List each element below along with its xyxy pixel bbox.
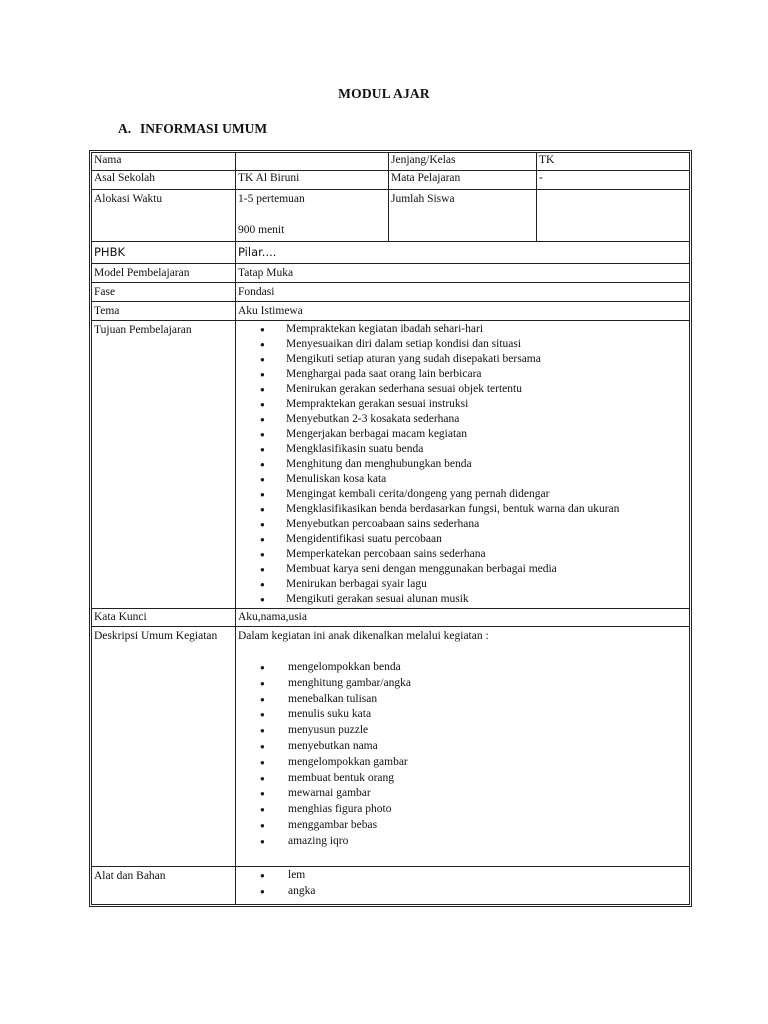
- general-info-table: [91, 152, 690, 905]
- label-fase: Fase: [92, 283, 236, 302]
- alokasi-menit: 900 menit: [238, 224, 285, 236]
- value-alat-bahan: [236, 867, 690, 905]
- value-tujuan: [236, 321, 690, 609]
- list-item: ● lem: [238, 868, 687, 884]
- list-item: ● Membuat karya seni dengan menggunakan berbagai media: [238, 562, 687, 577]
- list-item: ● Mempraktekan gerakan sesuai instruksi: [238, 397, 687, 412]
- list-item: ● Menyebutkan percoabaan sains sederhana: [238, 517, 687, 532]
- label-asal-sekolah: Asal Sekolah: [92, 171, 236, 190]
- alokasi-pertemuan: 1-5 pertemuan: [238, 193, 305, 205]
- table-row-tema: [92, 302, 690, 321]
- tujuan-list: [238, 322, 687, 607]
- list-item: ● Menyebutkan 2-3 kosakata sederhana: [238, 412, 687, 427]
- table-row-nama: [92, 153, 690, 171]
- section-number: A.: [118, 121, 132, 136]
- label-kata-kunci: Kata Kunci: [92, 609, 236, 627]
- list-item: ● Menghargai pada saat orang lain berbicara: [238, 367, 687, 382]
- value-kata-kunci: Aku,nama,usia: [236, 609, 690, 627]
- table-row-deskripsi: [92, 627, 690, 867]
- label-model: Model Pembelajaran: [92, 264, 236, 283]
- deskripsi-intro: Dalam kegiatan ini anak dikenalkan melalui kegiatan :: [238, 630, 489, 642]
- table-row-alat-bahan: [92, 867, 690, 905]
- list-item: ● Menghitung dan menghubungkan benda: [238, 457, 687, 472]
- list-item: ● menyusun puzzle: [238, 723, 687, 739]
- list-item: ● Mempraktekan kegiatan ibadah sehari-hari: [238, 322, 687, 337]
- value-model: Tatap Muka: [236, 264, 690, 283]
- list-item: ● menghitung gambar/angka: [238, 676, 687, 692]
- list-item: ● amazing iqro: [238, 834, 687, 850]
- value-tema: Aku Istimewa: [236, 302, 690, 321]
- value-jumlah-siswa: [537, 190, 690, 242]
- list-item: ● menggambar bebas: [238, 818, 687, 834]
- list-item: ● Mengikuti gerakan sesuai alunan musik: [238, 592, 687, 607]
- value-phbk: Pilar....: [236, 242, 690, 264]
- value-mata-pelajaran: -: [537, 171, 690, 190]
- table-row-phbk: [92, 242, 690, 264]
- list-item: ● mengelompokkan gambar: [238, 755, 687, 771]
- list-item: ● mewarnai gambar: [238, 786, 687, 802]
- list-item: ● Mengikuti setiap aturan yang sudah disepakati bersama: [238, 352, 687, 367]
- list-item: ● menulis suku kata: [238, 707, 687, 723]
- table-row-fase: [92, 283, 690, 302]
- label-jenjang-kelas: Jenjang/Kelas: [389, 153, 537, 171]
- table-row-alokasi-waktu: [92, 190, 690, 242]
- value-alokasi-waktu: [236, 190, 389, 242]
- label-nama: Nama: [92, 153, 236, 171]
- alat-list: [238, 868, 687, 900]
- list-item: ● angka: [238, 884, 687, 900]
- list-item: ● Menuliskan kosa kata: [238, 472, 687, 487]
- list-item: ● menyebutkan nama: [238, 739, 687, 755]
- table-row-kata-kunci: [92, 609, 690, 627]
- list-item: ● Mengingat kembali cerita/dongeng yang pernah didengar: [238, 487, 687, 502]
- label-mata-pelajaran: Mata Pelajaran: [389, 171, 537, 190]
- label-phbk: PHBK: [92, 242, 236, 264]
- spacer: [238, 207, 386, 223]
- table-row-model: [92, 264, 690, 283]
- section-title: INFORMASI UMUM: [140, 121, 268, 136]
- list-item: ● Mengerjakan berbagai macam kegiatan: [238, 427, 687, 442]
- label-deskripsi: Deskripsi Umum Kegiatan: [92, 627, 236, 867]
- label-jumlah-siswa: Jumlah Siswa: [389, 190, 537, 242]
- list-item: ● Memperkatekan percobaan sains sederhana: [238, 547, 687, 562]
- label-tujuan: Tujuan Pembelajaran: [92, 321, 236, 609]
- document-title: MODUL AJAR: [338, 86, 430, 101]
- table-row-asal-sekolah: [92, 171, 690, 190]
- value-jenjang-kelas: TK: [537, 153, 690, 171]
- list-item: ● Menirukan gerakan sederhana sesuai objek tertentu: [238, 382, 687, 397]
- value-deskripsi: [236, 627, 690, 867]
- spacer: [238, 644, 687, 660]
- label-alokasi-waktu: Alokasi Waktu: [92, 190, 236, 242]
- deskripsi-list: [238, 660, 687, 850]
- value-nama: [236, 153, 389, 171]
- label-alat-bahan: Alat dan Bahan: [92, 867, 236, 905]
- list-item: ● menghias figura photo: [238, 802, 687, 818]
- list-item: ● Menyesuaikan diri dalam setiap kondisi dan situasi: [238, 337, 687, 352]
- list-item: ● Mengidentifikasi suatu percobaan: [238, 532, 687, 547]
- table-row-tujuan: [92, 321, 690, 609]
- value-fase: Fondasi: [236, 283, 690, 302]
- list-item: ● mengelompokkan benda: [238, 660, 687, 676]
- section-heading: [118, 121, 267, 137]
- label-tema: Tema: [92, 302, 236, 321]
- list-item: ● membuat bentuk orang: [238, 771, 687, 787]
- list-item: ● Mengklasifikasikan benda berdasarkan fungsi, bentuk warna dan ukuran: [238, 502, 687, 517]
- list-item: ● Mengklasifikasin suatu benda: [238, 442, 687, 457]
- value-asal-sekolah: TK Al Biruni: [236, 171, 389, 190]
- list-item: ● Menirukan berbagai syair lagu: [238, 577, 687, 592]
- list-item: ● menebalkan tulisan: [238, 692, 687, 708]
